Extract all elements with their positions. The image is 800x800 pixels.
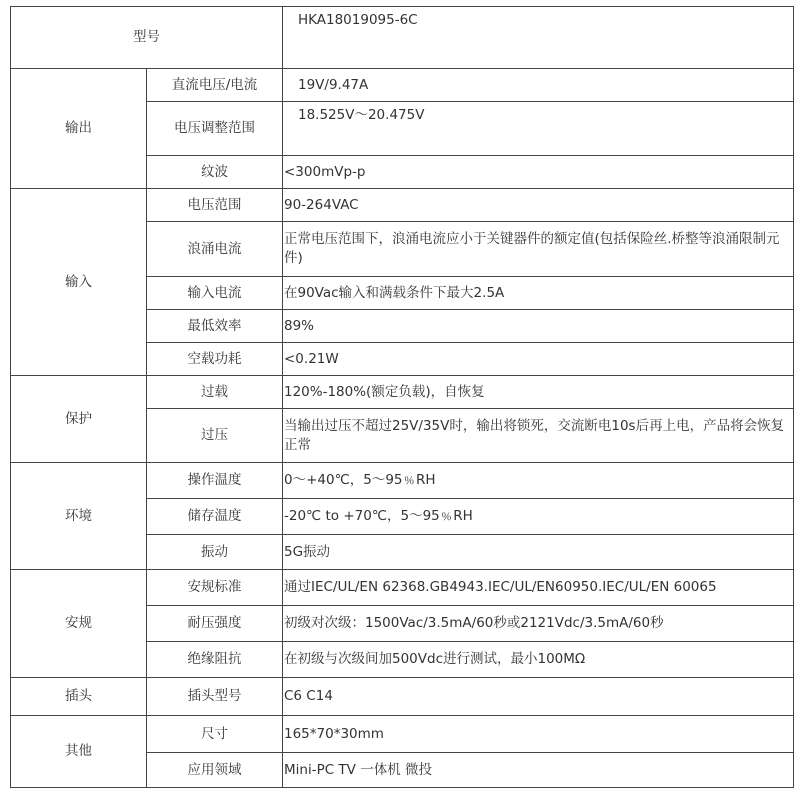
plug-row-1	[11, 678, 794, 716]
other-category: 其他	[11, 716, 147, 788]
other-value-size: 165*70*30mm	[283, 716, 794, 753]
input-value-noload: <0.21W	[283, 343, 794, 376]
model-row	[11, 7, 794, 69]
input-item-efficiency: 最低效率	[147, 310, 283, 343]
environment-value-vibration: 5G振动	[283, 535, 794, 570]
protection-item-overvoltage: 过压	[147, 409, 283, 463]
output-value-range: 18.525V～20.475V	[283, 102, 794, 156]
output-value-dc: 19V/9.47A	[283, 69, 794, 102]
output-value-ripple: <300mVp-p	[283, 156, 794, 189]
environment-value-storage: -20℃ to +70℃，5～95﹪RH	[283, 499, 794, 535]
environment-item-storage: 储存温度	[147, 499, 283, 535]
safety-item-standard: 安规标准	[147, 570, 283, 606]
safety-row-1	[11, 570, 794, 606]
input-item-noload: 空载功耗	[147, 343, 283, 376]
input-value-voltage: 90-264VAC	[283, 189, 794, 222]
spec-table	[10, 6, 794, 788]
other-value-application: Mini-PC TV 一体机 微投	[283, 753, 794, 788]
plug-item-model: 插头型号	[147, 678, 283, 716]
safety-value-withstand: 初级对次级：1500Vac/3.5mA/60秒或2121Vdc/3.5mA/60秒	[283, 606, 794, 642]
output-item-dc: 直流电压/电流	[147, 69, 283, 102]
output-item-range: 电压调整范围	[147, 102, 283, 156]
model-value: HKA18019095-6C	[283, 7, 794, 69]
output-category: 输出	[11, 69, 147, 189]
plug-value-model: C6 C14	[283, 678, 794, 716]
output-item-ripple: 纹波	[147, 156, 283, 189]
environment-value-operating: 0～+40℃，5～95﹪RH	[283, 463, 794, 499]
safety-category: 安规	[11, 570, 147, 678]
plug-category: 插头	[11, 678, 147, 716]
safety-item-insulation: 绝缘阻抗	[147, 642, 283, 678]
input-item-voltage: 电压范围	[147, 189, 283, 222]
input-value-current: 在90Vac输入和满载条件下最大2.5A	[283, 277, 794, 310]
safety-value-standard: 通过IEC/UL/EN 62368.GB4943.IEC/UL/EN60950.IEC/UL/EN 60065	[283, 570, 794, 606]
other-row-1	[11, 716, 794, 753]
environment-item-vibration: 振动	[147, 535, 283, 570]
input-value-inrush: 正常电压范围下，浪涌电流应小于关键器件的额定值(包括保险丝.桥整等浪涌限制元件)	[283, 222, 794, 277]
protection-value-overvoltage: 当输出过压不超过25V/35V时，输出将锁死，交流断电10s后再上电，产品将会恢复正常	[283, 409, 794, 463]
input-item-inrush: 浪涌电流	[147, 222, 283, 277]
other-item-application: 应用领域	[147, 753, 283, 788]
output-row-1	[11, 69, 794, 102]
input-value-efficiency: 89%	[283, 310, 794, 343]
input-item-current: 输入电流	[147, 277, 283, 310]
environment-row-1	[11, 463, 794, 499]
protection-value-overload: 120%-180%(额定负载)，自恢复	[283, 376, 794, 409]
safety-item-withstand: 耐压强度	[147, 606, 283, 642]
safety-value-insulation: 在初级与次级间加500Vdc进行测试，最小100MΩ	[283, 642, 794, 678]
other-item-size: 尺寸	[147, 716, 283, 753]
model-label: 型号	[11, 7, 283, 69]
input-row-1	[11, 189, 794, 222]
input-category: 输入	[11, 189, 147, 376]
protection-category: 保护	[11, 376, 147, 463]
protection-item-overload: 过载	[147, 376, 283, 409]
protection-row-1	[11, 376, 794, 409]
environment-item-operating: 操作温度	[147, 463, 283, 499]
environment-category: 环境	[11, 463, 147, 570]
